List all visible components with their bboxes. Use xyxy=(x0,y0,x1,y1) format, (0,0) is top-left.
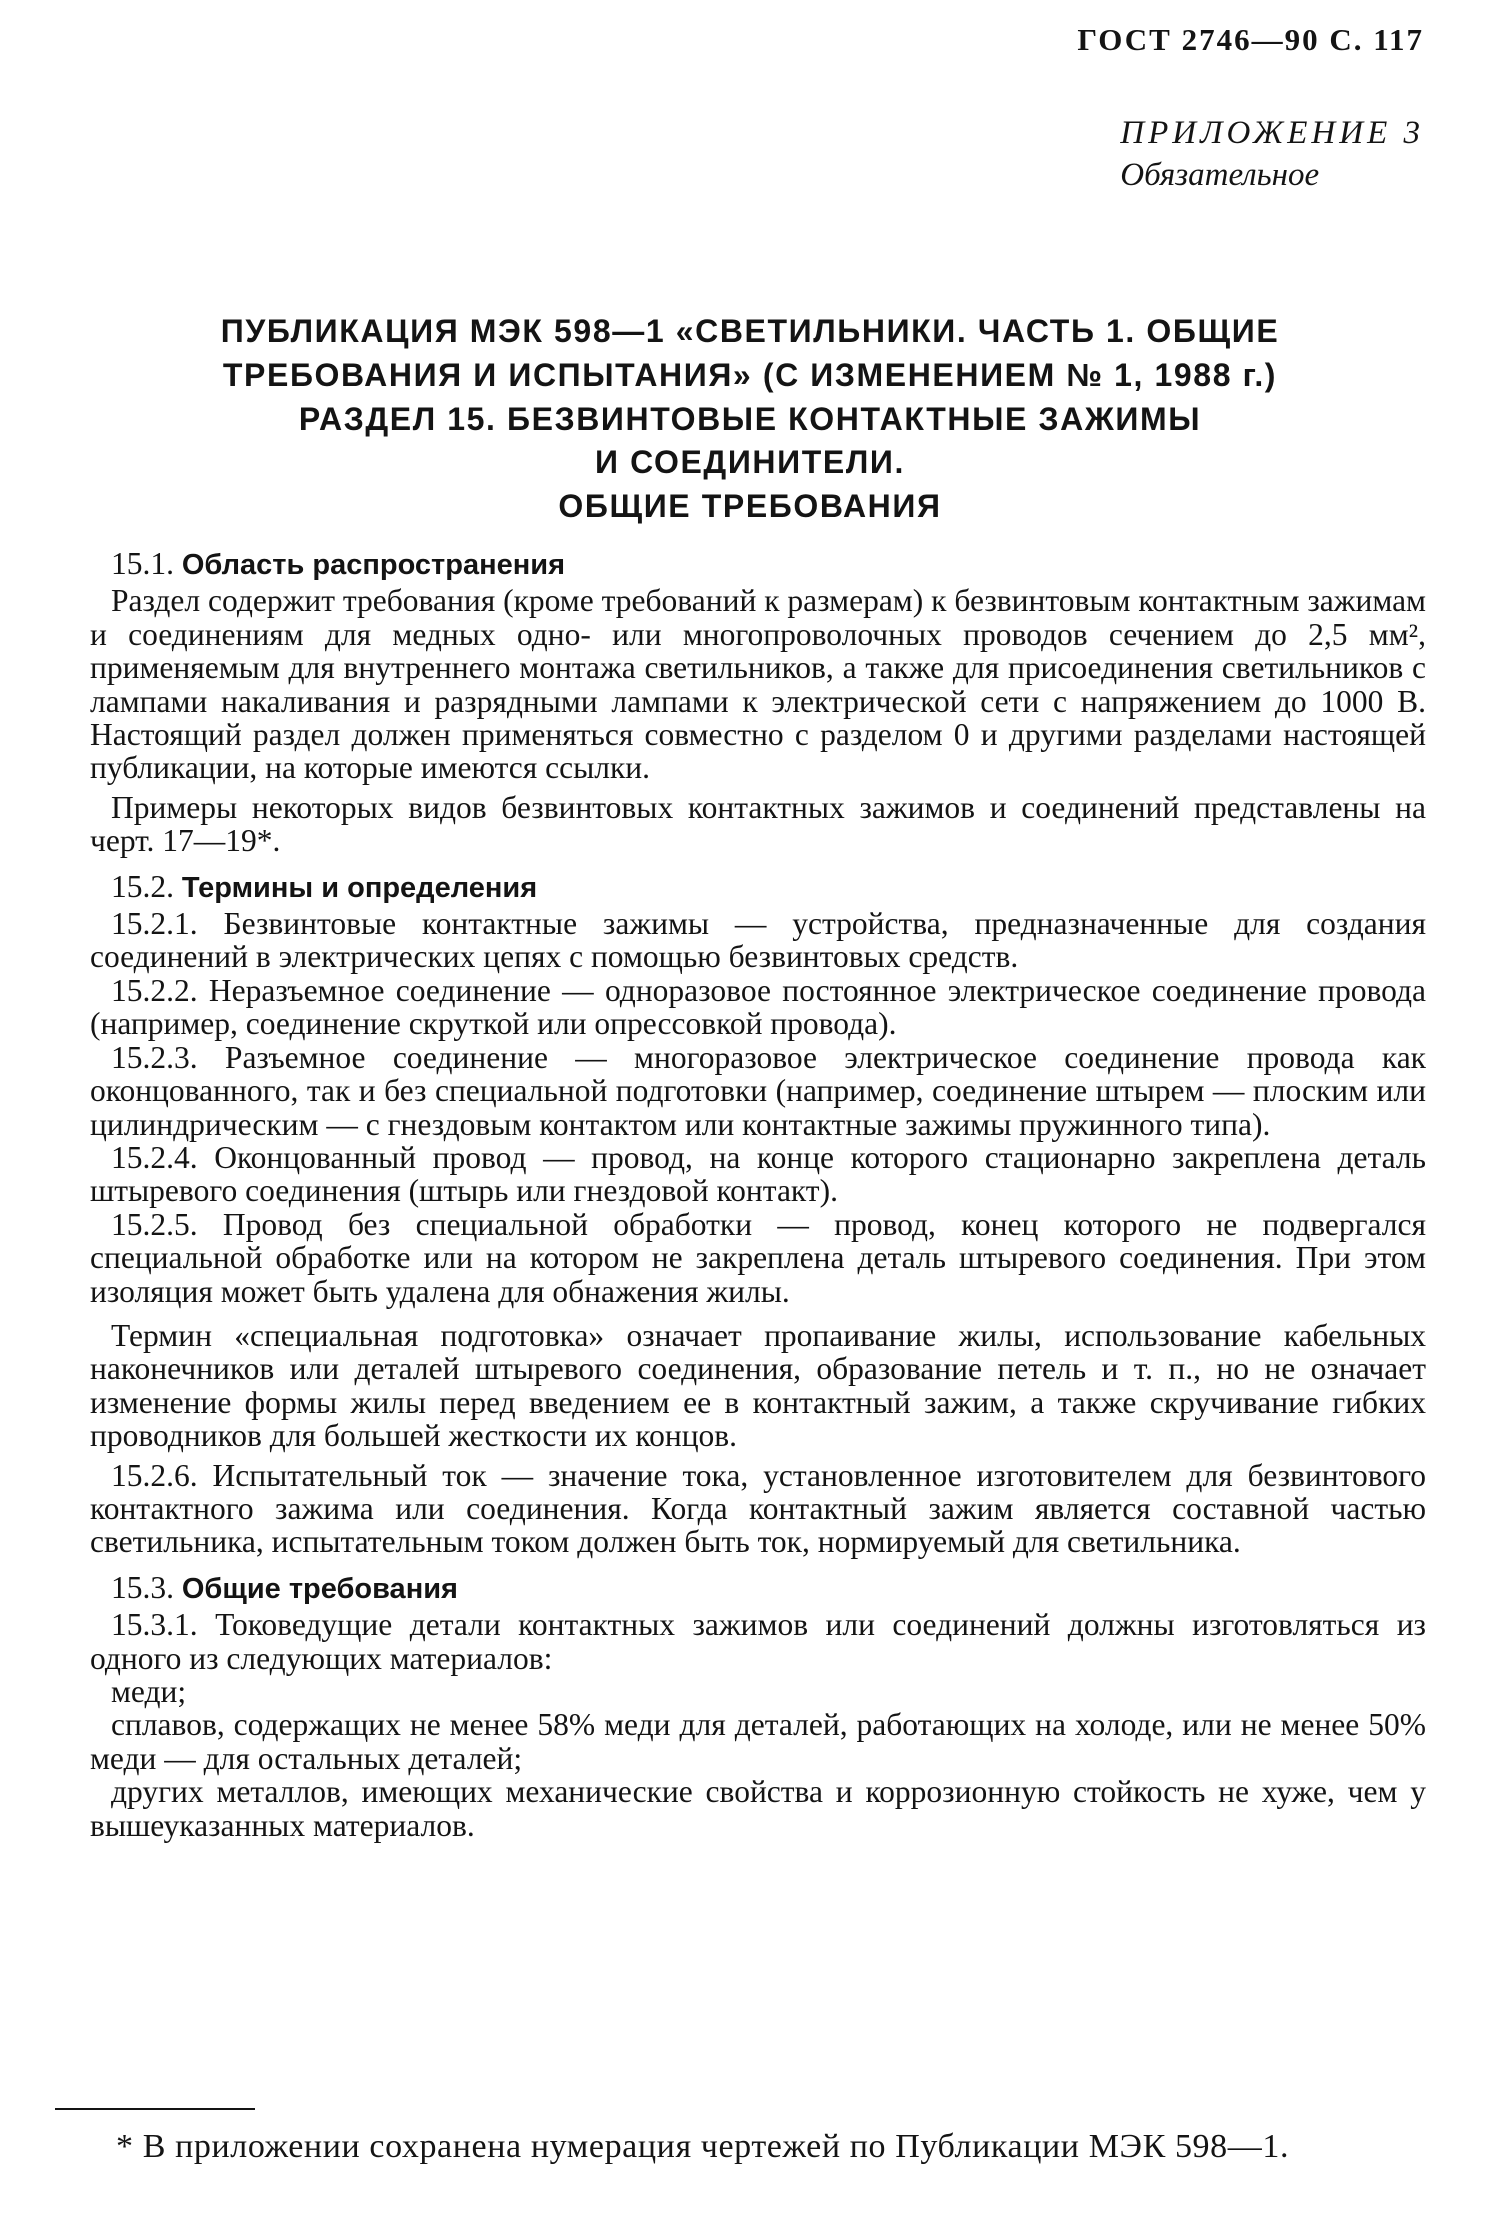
paragraph: Раздел содержит требования (кроме требований к размерам) к безвинтовым контактным зажимам и соединениям для медных одно- или многопроволочных проводов сечением до 2,5 мм², применяемым для внутреннего монтажа светильников, а также для присоединения светильников с лампами накаливания и разрядными лампами к электрической сети с напряжением до 1000 В. Настоящий раздел должен применяться совместно с разделом 0 и другими разделами настоящей публикации, на которые имеются ссылки. xyxy=(90,583,1426,786)
section-heading-15-2 xyxy=(111,870,1426,905)
document-body xyxy=(90,547,1426,1842)
paragraph: 15.3.1. Токоведущие детали контактных зажимов или соединений должны изготовляться из одного из следующих материалов: xyxy=(90,1607,1426,1676)
section-title: Общие требования xyxy=(181,1572,458,1605)
section-number: 15.2. xyxy=(111,868,174,904)
title-line: ТРЕБОВАНИЯ И ИСПЫТАНИЯ» (С ИЗМЕНЕНИЕМ № 1, 1988 г.) xyxy=(222,356,1278,393)
paragraph: Термин «специальная подготовка» означает пропаивание жилы, использование кабельных наконечников или деталей штыревого соединения, образование петель и т. п., но не означает изменение формы жилы перед введением ее в контактный зажим, а также скручивание гибких проводников для большей жесткости их концов. xyxy=(90,1317,1426,1454)
appendix-block xyxy=(1120,112,1424,196)
title-line: И СОЕДИНИТЕЛИ. xyxy=(595,444,905,481)
document-title xyxy=(100,310,1400,529)
paragraph: 15.2.5. Провод без специальной обработки — провод, конец которого не подвергался специальной обработке или на котором не закреплена деталь штыревого соединения. При этом изоляция может быть удалена для обнажения жилы. xyxy=(90,1206,1426,1309)
list-item: других металлов, имеющих механические свойства и коррозионную стойкость не хуже, чем у вышеуказанных материалов. xyxy=(90,1774,1426,1843)
section-heading-15-3 xyxy=(111,1571,1426,1606)
appendix-status: Обязательное xyxy=(1120,157,1320,194)
paragraph: 15.2.3. Разъемное соединение — многоразовое электрическое соединение провода как оконцованного, так и без специальной подготовки (например, соединение штырем — плоским или цилиндрическим — с гнездовым контактом или контактные зажимы пружинного типа). xyxy=(90,1039,1426,1142)
title-line: ОБЩИЕ ТРЕБОВАНИЯ xyxy=(558,488,942,525)
section-number: 15.1. xyxy=(111,546,174,581)
section-title: Область распространения xyxy=(181,549,566,581)
title-line: ПУБЛИКАЦИЯ МЭК 598—1 «СВЕТИЛЬНИКИ. ЧАСТЬ 1. ОБЩИЕ xyxy=(220,313,1280,349)
appendix-label: ПРИЛОЖЕНИЕ 3 xyxy=(1120,115,1424,151)
page-header: ГОСТ 2746—90 С. 117 xyxy=(1077,22,1424,57)
section-number: 15.3. xyxy=(111,1569,174,1605)
section-title: Термины и определения xyxy=(181,871,538,904)
paragraph: 15.2.1. Безвинтовые контактные зажимы — устройства, предназначенные для создания соединений в электрических цепях с помощью безвинтовых средств. xyxy=(90,906,1426,975)
section-heading-15-1 xyxy=(111,547,1426,582)
footnote: * В приложении сохранена нумерация чертежей по Публикации МЭК 598—1. xyxy=(116,2128,1290,2165)
paragraph: 15.2.6. Испытательный ток — значение тока, установленное изготовителем для безвинтового контактного зажима или соединения. Когда контактный зажим является составной частью светильника, испытательным током должен быть ток, нормируемый для светильника. xyxy=(90,1457,1426,1560)
list-item: сплавов, содержащих не менее 58% меди для деталей, работающих на холоде, или не менее 50% меди — для остальных деталей; xyxy=(90,1707,1426,1776)
list-item: меди; xyxy=(111,1674,187,1709)
paragraph: 15.2.4. Оконцованный провод — провод, на конце которого стационарно закреплена деталь штыревого соединения (штырь или гнездовой контакт). xyxy=(90,1139,1426,1209)
footnote-divider xyxy=(55,2108,255,2110)
paragraph: 15.2.2. Неразъемное соединение — одноразовое постоянное электрическое соединение провода (например, соединение скруткой или опрессовкой провода). xyxy=(90,972,1426,1042)
paragraph: Примеры некоторых видов безвинтовых контактных зажимов и соединений представлены на черт. 17—19*. xyxy=(90,789,1426,859)
title-line: РАЗДЕЛ 15. БЕЗВИНТОВЫЕ КОНТАКТНЫЕ ЗАЖИМЫ xyxy=(298,400,1202,437)
